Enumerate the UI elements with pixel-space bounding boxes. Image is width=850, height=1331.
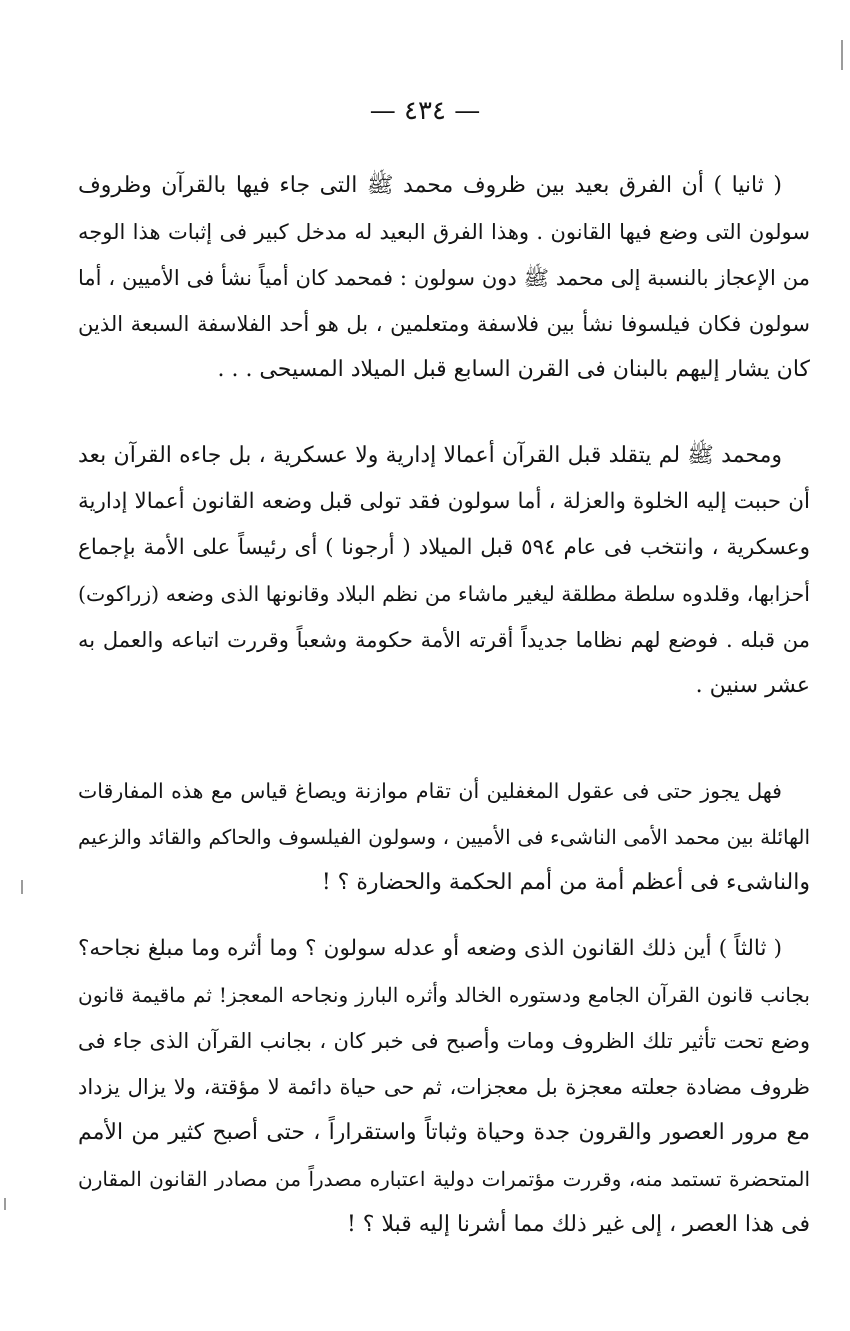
- text-line: وضع تحت تأثير تلك الظروف ومات وأصبح فى خبر كان ، بجانب القرآن الذى جاء فى: [78, 1029, 810, 1053]
- text-line: مع مرور العصور والقرون جدة وحياة وثباتاً واستقراراً ، حتى أصبح كثير من الأمم: [78, 1120, 810, 1145]
- text-line: فى هذا العصر ، إلى غير ذلك مما أشرنا إليه قبلا ؟ !: [346, 1212, 810, 1237]
- text-line: فهل يجوز حتى فى عقول المغفلين أن تقام موازنة ويصاغ قياس مع هذه المفارقات: [78, 779, 782, 803]
- paragraph-thirdly: [78, 926, 810, 1248]
- text-line: أحزابها، وقلدوه سلطة مطلقة ليغير ماشاء من نظم البلاد وقانونها الذى وضعه (زراكوت): [78, 582, 810, 606]
- text-line: ( ثانيا ) أن الفرق بعيد بين ظروف محمد ﷺ التى جاء فيها بالقرآن وظروف: [78, 173, 782, 198]
- scan-mark: [841, 40, 843, 70]
- paragraph-muhammad-solon: [78, 433, 810, 709]
- text-line: كان يشار إليهم بالبنان فى القرن السابع قبل الميلاد المسيحى . . .: [217, 357, 810, 382]
- text-line: وعسكرية ، وانتخب فى عام ٥٩٤ قبل الميلاد ( أرجونا ) أى رئيساً على الأمة بإجماع: [78, 535, 810, 560]
- text-line: المتحضرة تستمد منه، وقررت مؤتمرات دولية اعتباره مصدراً من مصادر القانون المقارن: [78, 1167, 810, 1191]
- text-line: والناشىء فى أعظم أمة من أمم الحكمة والحضارة ؟ !: [321, 870, 810, 895]
- text-line: ومحمد ﷺ لم يتقلد قبل القرآن أعمالا إدارية ولا عسكرية ، بل جاءه القرآن بعد: [78, 443, 782, 468]
- scan-mark: [21, 880, 23, 894]
- text-line: سولون التى وضع فيها القانون . وهذا الفرق البعيد له مدخل كبير فى إثبات هذا الوجه: [78, 220, 810, 244]
- text-line: من الإعجاز بالنسبة إلى محمد ﷺ دون سولون : فمحمد كان أمياً نشأ فى الأميين ، أما: [78, 266, 810, 290]
- text-line: عشر سنين .: [695, 673, 810, 698]
- text-line: من قبله . فوضع لهم نظاما جديداً أقرته الأمة حكومة وشعباً وقررت اتباعه والعمل به: [78, 628, 810, 652]
- text-line: سولون فكان فيلسوفا نشأ بين فلاسفة ومتعلمين ، بل هو أحد الفلاسفة السبعة الذين: [78, 312, 810, 336]
- text-line: أن حببت إليه الخلوة والعزلة ، أما سولون فقد تولى قبل وضعه القانون أعمالا إدارية: [78, 489, 810, 514]
- scan-mark: [4, 1198, 6, 1210]
- text-line: الهائلة بين محمد الأمى الناشىء فى الأميين ، وسولون الفيلسوف والحاكم والقائد والزعيم: [78, 825, 810, 849]
- text-line: ( ثالثاً ) أين ذلك القانون الذى وضعه أو عدله سولون ؟ وما أثره وما مبلغ نجاحه؟: [78, 936, 782, 961]
- paragraph-question: [78, 768, 810, 906]
- text-line: بجانب قانون القرآن الجامع ودستوره الخالد وأثره البارز ونجاحه المعجز! ثم ماقيمة قانون: [78, 983, 810, 1007]
- page-number: — ٤٣٤ —: [369, 96, 481, 126]
- paragraph-secondly: [78, 163, 810, 393]
- text-line: ظروف مضادة جعلته معجزة بل معجزات، ثم حى حياة دائمة لا مؤقتة، ولا يزال يزداد: [78, 1075, 810, 1099]
